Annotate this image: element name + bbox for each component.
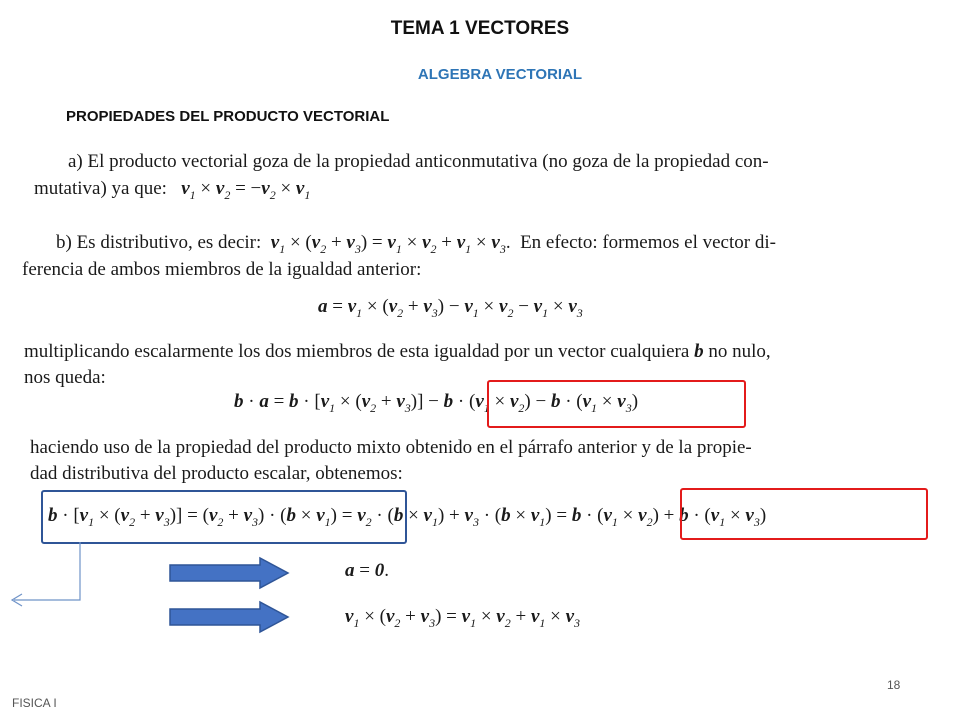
difference-vector-equation: $a = v_1 \times (v_2 + v_3) - v_1 \times v_2 - v_1 \times v_3$ — [318, 296, 583, 320]
section-heading: PROPIEDADES DEL PRODUCTO VECTORIAL — [66, 108, 390, 125]
highlight-box-blue — [41, 490, 407, 544]
conclusion-distributive: $v_1 \times (v_2 + v_3) = v_1 \times v_2 + v_1 \times v_3$ — [345, 606, 581, 630]
haciendo-text-line1: haciendo uso de la propiedad del producto mixto obtenido en el párrafo anterior y de la propie- — [30, 437, 752, 458]
page-title: TEMA 1 VECTORES — [390, 18, 570, 39]
dot-product-equation: $b \cdot a = b \cdot [v_1 \times (v_2 + v_3)] - b \cdot (v_1 \times v_2) - b \cdot (v_1 \times v_3)$ — [234, 391, 639, 415]
block-arrow-icon-1 — [168, 556, 292, 590]
anticommutative-equation: $v_1 \times v_2 = -v_2 \times v_1$ — [181, 178, 311, 202]
course-label: FISICA I — [12, 696, 57, 710]
page-number: 18 — [887, 678, 901, 692]
distributive-equation: $v_1 \times (v_2 + v_3) = v_1 \times v_2 + v_1 \times v_3$. — [270, 232, 516, 256]
haciendo-text-line2: dad distributiva del producto escalar, obtenemos: — [30, 463, 403, 484]
prop-a-line2: mutativa) ya que: $v_1 \times v_2 = -v_2 \times v_1$ — [34, 178, 311, 202]
block-arrow-icon-2 — [168, 600, 292, 634]
multiplying-text-line1: multiplicando escalarmente los dos miembros de esta igualdad por un vector cualquiera b no nulo, — [24, 341, 771, 362]
page-subtitle: ALGEBRA VECTORIAL — [417, 66, 583, 83]
mixed-product-equation: $b \cdot [v_1 \times (v_2 + v_3)] = (v_2 + v_3) \cdot (b \times v_1) = v_2 \cdot (b \times v_1) + v_3 \cdot (b \times v_1) = b \cdot (v_1 \times v_2) + b \cdot (v_1 \times v_3)$ — [48, 505, 767, 529]
connector-arrow — [0, 540, 100, 610]
highlight-box-red-1 — [487, 380, 746, 428]
prop-b-line1: b) Es distributivo, es decir: $v_1 \times (v_2 + v_3) = v_1 \times v_2 + v_1 \times v_3$. En efecto: formemos el vector di- — [56, 232, 776, 256]
prop-b-line2: ferencia de ambos miembros de la igualdad anterior: — [22, 259, 422, 280]
conclusion-a-zero: a = 0. — [345, 560, 389, 581]
multiplying-text-line2: nos queda: — [24, 367, 106, 388]
prop-a-line1: a) El producto vectorial goza de la propiedad anticonmutativa (no goza de la propiedad con- — [68, 151, 769, 172]
highlight-box-red-2 — [680, 488, 928, 540]
